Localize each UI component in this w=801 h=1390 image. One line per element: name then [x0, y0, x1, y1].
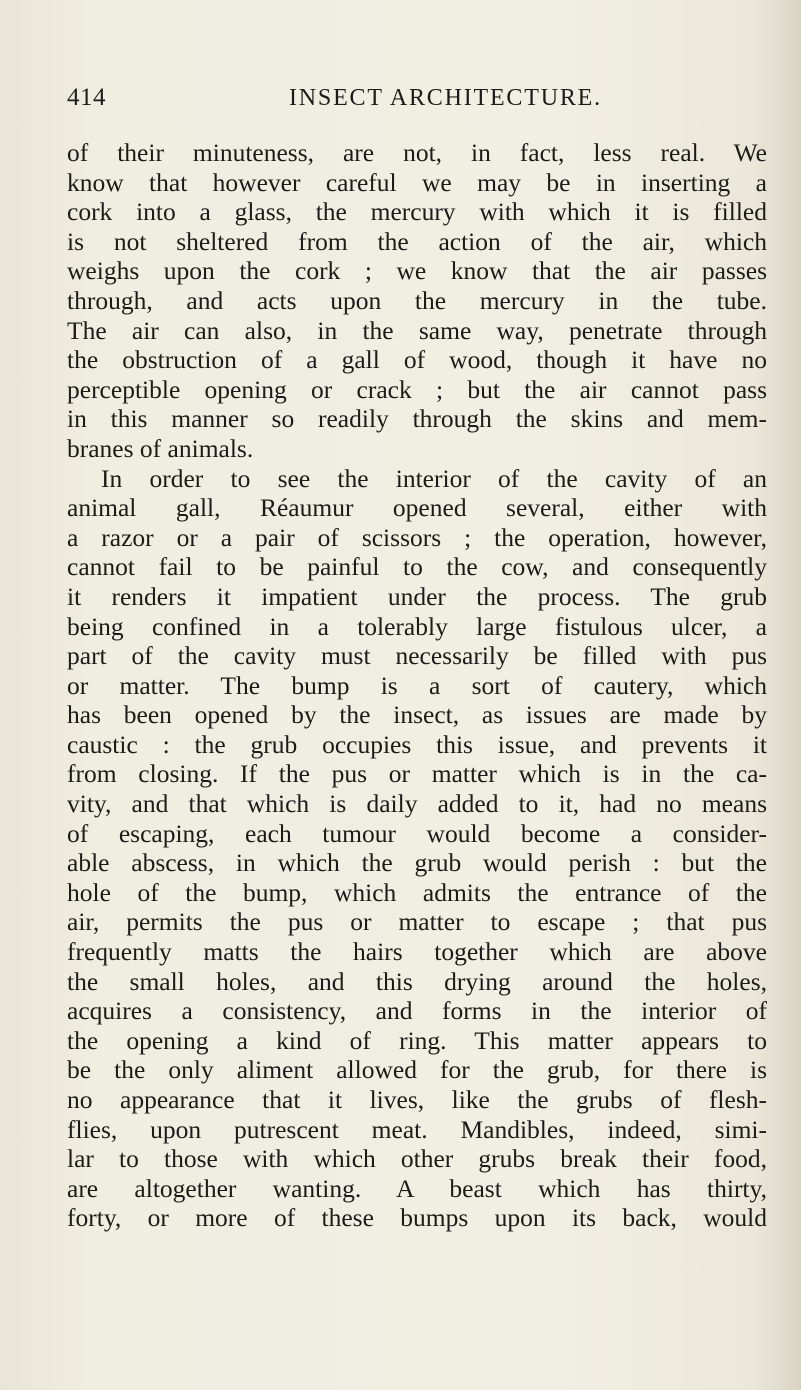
text-line: in this manner so readily through the skins and mem-	[67, 404, 767, 434]
text-line: are altogether wanting. A beast which has thirty,	[67, 1173, 767, 1203]
text-line: vity, and that which is daily added to it, had no means	[67, 789, 767, 819]
text-line: being confined in a tolerably large fistulous ulcer, a	[67, 611, 767, 641]
text-line: a razor or a pair of scissors ; the operation, however,	[67, 522, 767, 552]
text-line: it renders it impatient under the process. The grub	[67, 581, 767, 611]
text-line: know that however careful we may be in inserting a	[67, 167, 767, 197]
text-line: weighs upon the cork ; we know that the air passes	[67, 256, 767, 286]
text-line: forty, or more of these bumps upon its back, would	[67, 1203, 767, 1233]
body-text	[67, 138, 767, 1233]
text-line: acquires a consistency, and forms in the interior of	[67, 996, 767, 1026]
page-header	[67, 80, 667, 116]
text-line: The air can also, in the same way, penetrate through	[67, 315, 767, 345]
text-line: of their minuteness, are not, in fact, less real. We	[67, 138, 767, 167]
text-line: has been opened by the insect, as issues are made by	[67, 700, 767, 730]
text-line: caustic : the grub occupies this issue, and prevents it	[67, 729, 767, 759]
text-line: perceptible opening or crack ; but the air cannot pass	[67, 374, 767, 404]
text-line: cork into a glass, the mercury with which it is filled	[67, 197, 767, 227]
text-line: branes of animals.	[67, 433, 254, 463]
text-line: hole of the bump, which admits the entrance of the	[67, 877, 767, 907]
text-line: the small holes, and this drying around the holes,	[67, 966, 767, 996]
text-line: is not sheltered from the action of the air, which	[67, 226, 767, 256]
text-line: In order to see the interior of the cavity of an	[101, 463, 767, 493]
text-line: no appearance that it lives, like the grubs of flesh-	[67, 1085, 767, 1114]
text-line: or matter. The bump is a sort of cautery, which	[67, 670, 767, 700]
text-line: of escaping, each tumour would become a consider-	[67, 818, 767, 848]
text-line: frequently matts the hairs together which are above	[67, 937, 767, 967]
text-line: cannot fail to be painful to the cow, and consequently	[67, 552, 767, 582]
text-line: through, and acts upon the mercury in the tube.	[67, 285, 767, 315]
text-line: able abscess, in which the grub would perish : but the	[67, 848, 767, 878]
text-line: flies, upon putrescent meat. Mandibles, indeed, simi-	[67, 1114, 767, 1144]
text-line: from closing. If the pus or matter which is in the ca-	[67, 759, 767, 789]
text-line: the opening a kind of ring. This matter appears to	[67, 1025, 767, 1055]
text-line: lar to those with which other grubs break their food,	[67, 1144, 767, 1174]
text-line: air, permits the pus or matter to escape ; that pus	[67, 907, 767, 937]
text-line: be the only aliment allowed for the grub, for there is	[67, 1055, 767, 1085]
text-line: the obstruction of a gall of wood, though it have no	[67, 345, 767, 375]
text-line: part of the cavity must necessarily be filled with pus	[67, 641, 767, 671]
text-line: animal gall, Réaumur opened several, either with	[67, 493, 767, 523]
page-number: 414	[67, 84, 106, 111]
running-head: INSECT ARCHITECTURE.	[289, 85, 602, 111]
